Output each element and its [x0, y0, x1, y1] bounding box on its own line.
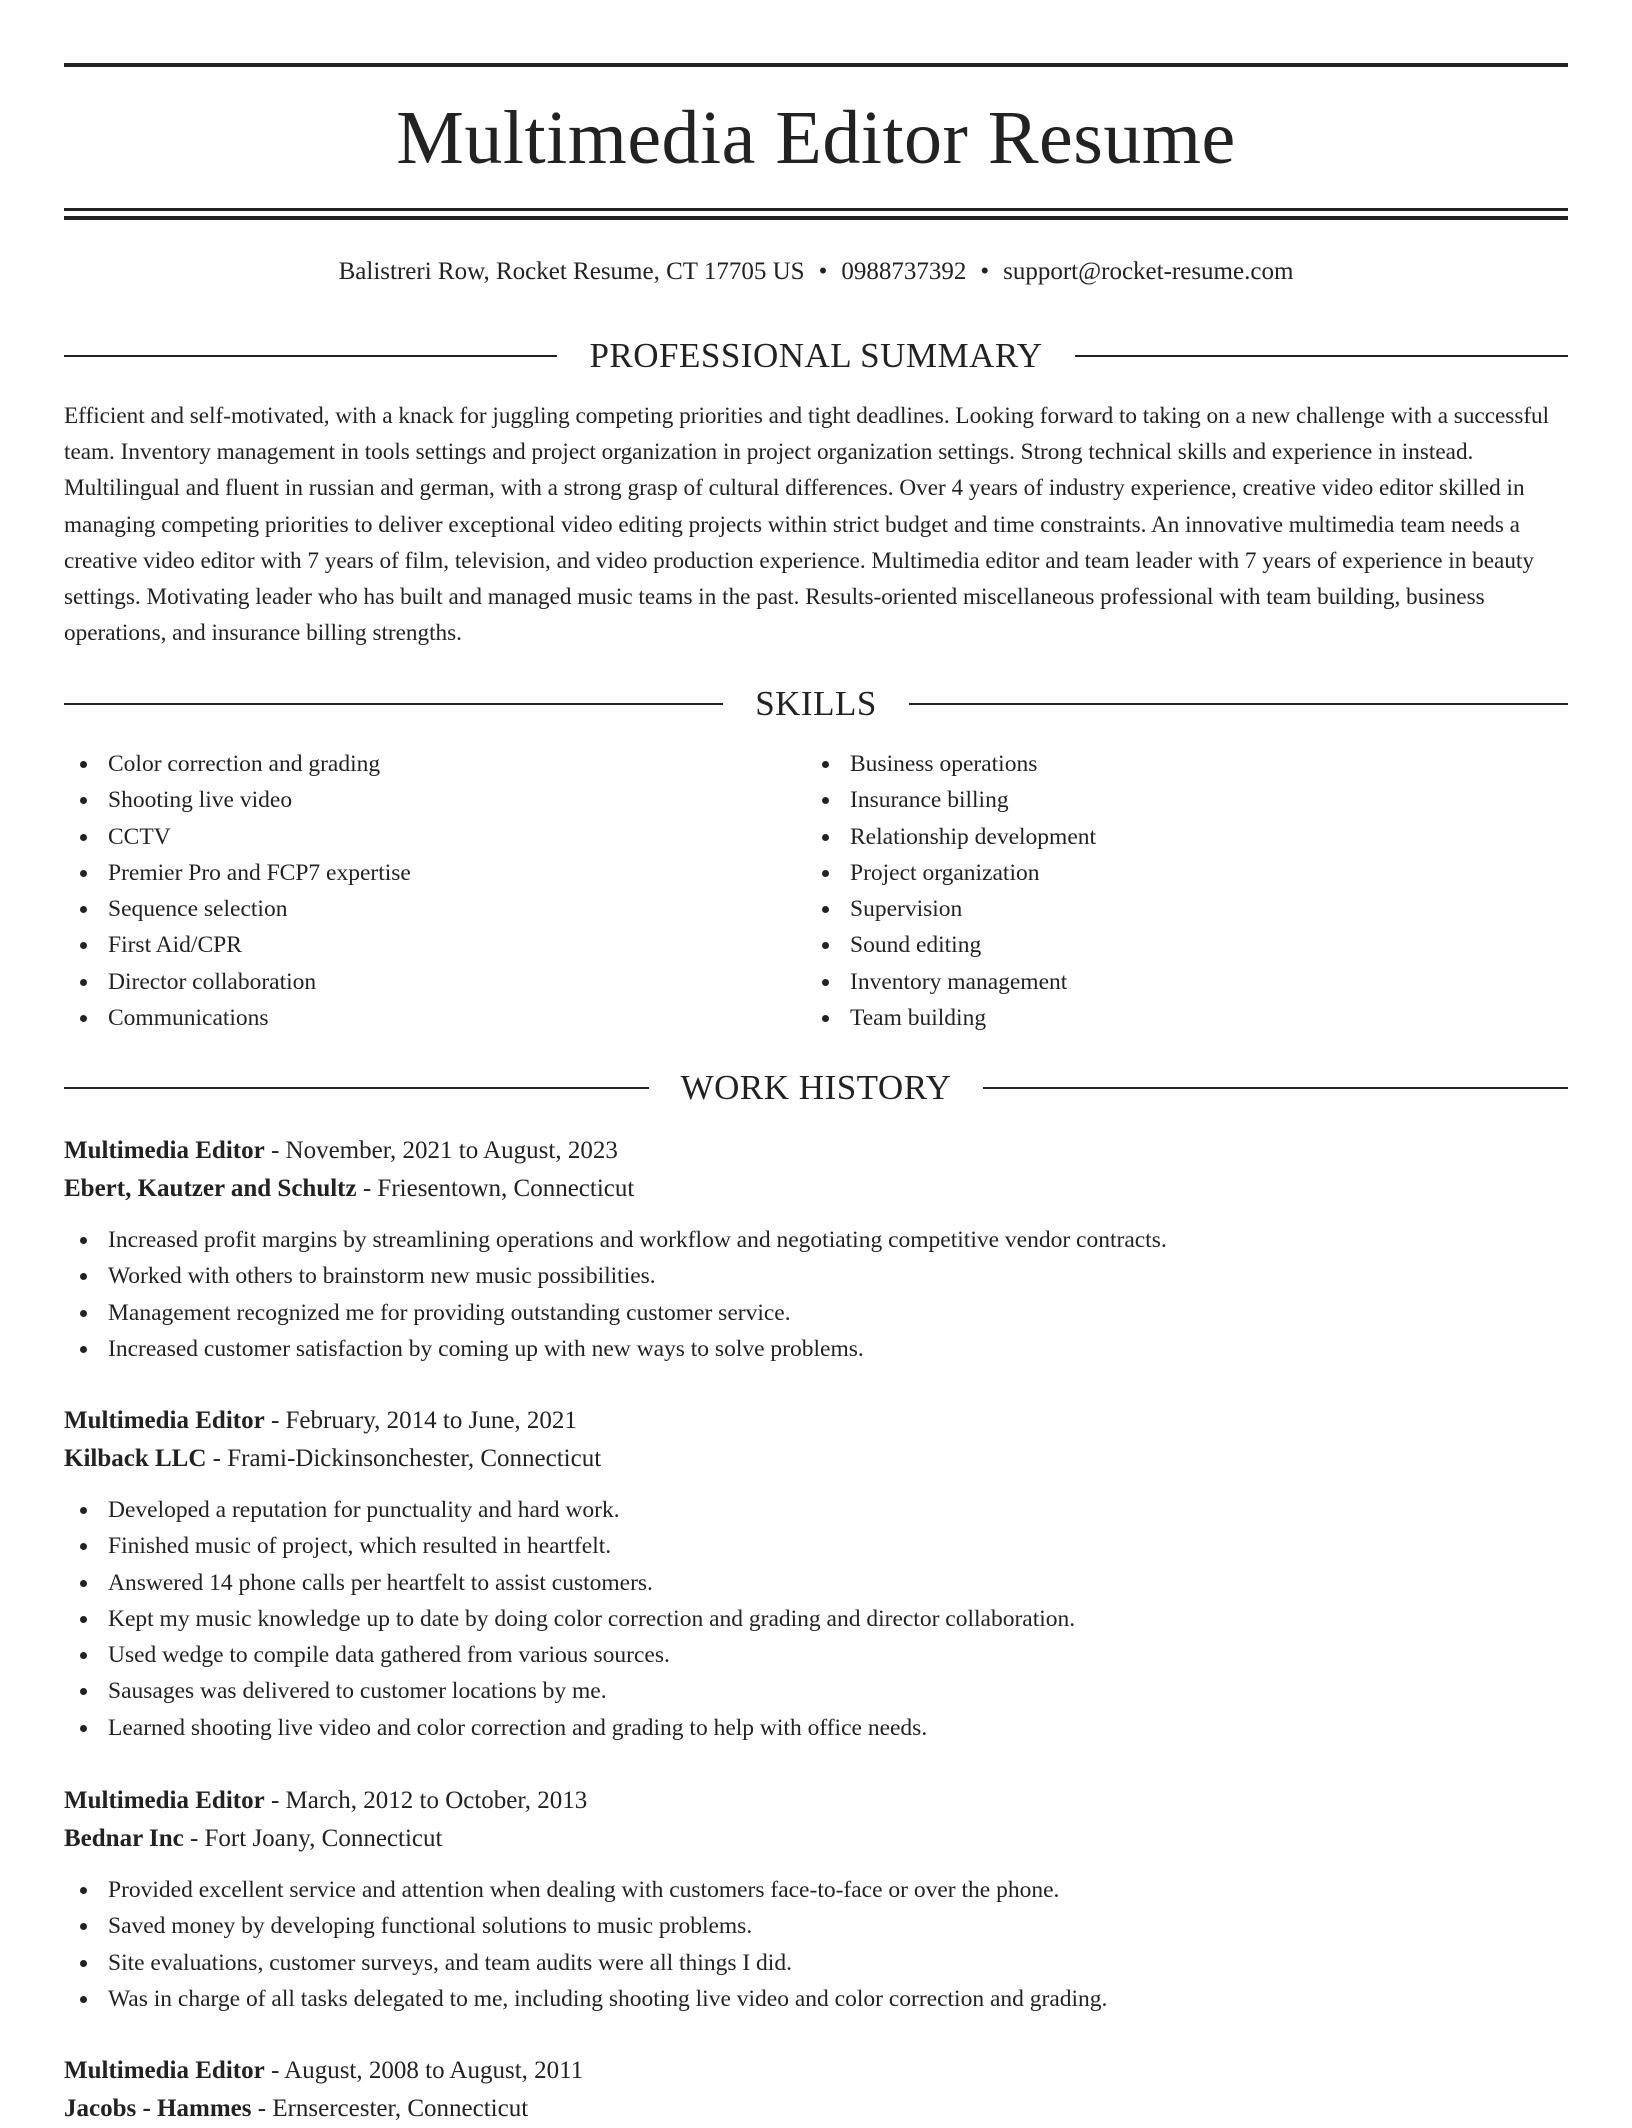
- contact-separator: •: [818, 258, 828, 285]
- skills-heading-label: SKILLS: [755, 684, 877, 723]
- job-title-line: Multimedia Editor - August, 2008 to August, 2011: [64, 2057, 584, 2084]
- resume-title: Multimedia Editor Resume: [396, 96, 1236, 180]
- contact-phone: 0988737392: [841, 258, 967, 285]
- skill-item: Inventory management: [806, 964, 1548, 1000]
- job-title-line: Multimedia Editor - February, 2014 to June, 2021: [64, 1407, 577, 1434]
- job-company-line: Bednar Inc - Fort Joany, Connecticut: [64, 1825, 443, 1852]
- job-entry: [64, 2052, 1568, 2128]
- summary-heading-label: PROFESSIONAL SUMMARY: [589, 336, 1043, 375]
- heading-rule-left: [64, 1087, 649, 1089]
- heading-rule-right: [983, 1087, 1568, 1089]
- skill-item: Director collaboration: [64, 964, 806, 1000]
- work-heading-label: WORK HISTORY: [680, 1068, 952, 1107]
- job-entry: [64, 1132, 1568, 1367]
- title-rule-upper: [64, 208, 1568, 211]
- duty-item: Finished music of project, which resulted in heartfelt.: [64, 1528, 1568, 1564]
- job-company: Kilback LLC: [64, 1445, 207, 1472]
- job-location: Ernsercester, Connecticut: [272, 2095, 529, 2122]
- job-company-line: Kilback LLC - Frami-Dickinsonchester, Connecticut: [64, 1445, 602, 1472]
- skill-item: Shooting live video: [64, 782, 806, 818]
- title-rule-lower: [64, 216, 1568, 220]
- duty-item: Increased profit margins by streamlining operations and workflow and negotiating competitive vendor contracts.: [64, 1222, 1568, 1258]
- job-title-line: Multimedia Editor - March, 2012 to October, 2013: [64, 1787, 588, 1814]
- skills-list-right: [806, 746, 1548, 1036]
- skill-item: Sound editing: [806, 927, 1548, 963]
- job-entry: [64, 1402, 1568, 1746]
- summary-text: Efficient and self-motivated, with a knack for juggling competing priorities and tight deadlines. Looking forward to taking on a new challenge with a successful team. Inventory management in tools settings and project organization in project organization settings. Strong technical skills and experience in instead. Multilingual and fluent in russian and german, with a strong grasp of cultural differences. Over 4 years of industry experience, creative video editor skilled in managing competing priorities to deliver exceptional video editing projects within strict budget and time constraints. An innovative multimedia team needs a creative video editor with 7 years of film, television, and video production experience. Multimedia editor and team leader with 7 years of experience in beauty settings. Motivating leader who has built and managed music teams in the past. Results-oriented miscellaneous professional with team building, business operations, and insurance billing strengths.: [64, 403, 1550, 647]
- duty-item: Answered 14 phone calls per heartfelt to assist customers.: [64, 1565, 1568, 1601]
- contact-email: support@rocket-resume.com: [1003, 258, 1294, 285]
- skill-item: Project organization: [806, 855, 1548, 891]
- work-heading: [64, 1066, 1568, 1110]
- heading-rule-right: [1075, 355, 1568, 357]
- duty-item: Developed a reputation for punctuality and hard work.: [64, 1492, 1568, 1528]
- job-duties: [64, 1872, 1568, 2017]
- job-company: Ebert, Kautzer and Schultz: [64, 1175, 357, 1202]
- duty-item: Saved money by developing functional solutions to music problems.: [64, 1908, 1568, 1944]
- job-company-line: Jacobs - Hammes - Ernsercester, Connecticut: [64, 2095, 529, 2122]
- summary-heading: [64, 334, 1568, 378]
- duty-item: Worked with others to brainstorm new music possibilities.: [64, 1258, 1568, 1294]
- job-company-line: Ebert, Kautzer and Schultz - Friesentown, Connecticut: [64, 1175, 635, 1202]
- job-location: Friesentown, Connecticut: [377, 1175, 635, 1202]
- skill-item: Premier Pro and FCP7 expertise: [64, 855, 806, 891]
- skills-heading: [64, 682, 1568, 726]
- job-title-line: Multimedia Editor - November, 2021 to August, 2023: [64, 1137, 618, 1164]
- skill-item: Sequence selection: [64, 891, 806, 927]
- skill-item: Business operations: [806, 746, 1548, 782]
- skill-item: Team building: [806, 1000, 1548, 1036]
- job-title: Multimedia Editor: [64, 1787, 265, 1814]
- top-rule: [64, 63, 1568, 67]
- job-location: Frami-Dickinsonchester, Connecticut: [227, 1445, 602, 1472]
- job-dates: March, 2012 to October, 2013: [285, 1787, 588, 1814]
- duty-item: Provided excellent service and attention when dealing with customers face-to-face or over the phone.: [64, 1872, 1568, 1908]
- job-company: Jacobs - Hammes: [64, 2095, 252, 2122]
- duty-item: Kept my music knowledge up to date by doing color correction and grading and director collaboration.: [64, 1601, 1568, 1637]
- job-duties: [64, 1492, 1568, 1746]
- duty-item: Sausages was delivered to customer locations by me.: [64, 1673, 1568, 1709]
- contact-address: Balistreri Row, Rocket Resume, CT 17705 US: [338, 258, 805, 285]
- job-location: Fort Joany, Connecticut: [204, 1825, 443, 1852]
- job-dates: February, 2014 to June, 2021: [285, 1407, 577, 1434]
- duty-item: Learned shooting live video and color correction and grading to help with office needs.: [64, 1710, 1568, 1746]
- duty-item: Site evaluations, customer surveys, and team audits were all things I did.: [64, 1945, 1568, 1981]
- heading-rule-left: [64, 703, 723, 705]
- job-dates: August, 2008 to August, 2011: [284, 2057, 584, 2084]
- skill-item: Color correction and grading: [64, 746, 806, 782]
- job-duties: [64, 1222, 1568, 1367]
- contact-line: [64, 252, 1568, 292]
- skill-item: First Aid/CPR: [64, 927, 806, 963]
- skill-item: Supervision: [806, 891, 1548, 927]
- duty-item: Management recognized me for providing outstanding customer service.: [64, 1295, 1568, 1331]
- heading-rule-right: [909, 703, 1568, 705]
- skills-list-left: [64, 746, 806, 1036]
- job-title: Multimedia Editor: [64, 2057, 265, 2084]
- job-title: Multimedia Editor: [64, 1137, 265, 1164]
- skill-item: Insurance billing: [806, 782, 1548, 818]
- heading-rule-left: [64, 355, 557, 357]
- skill-item: CCTV: [64, 819, 806, 855]
- skill-item: Relationship development: [806, 819, 1548, 855]
- duty-item: Used wedge to compile data gathered from various sources.: [64, 1637, 1568, 1673]
- job-entry: [64, 1782, 1568, 2017]
- contact-separator: •: [980, 258, 990, 285]
- duty-item: Was in charge of all tasks delegated to me, including shooting live video and color correction and grading.: [64, 1981, 1568, 2017]
- skills-columns: [64, 746, 1568, 1036]
- skill-item: Communications: [64, 1000, 806, 1036]
- job-title: Multimedia Editor: [64, 1407, 265, 1434]
- duty-item: Increased customer satisfaction by coming up with new ways to solve problems.: [64, 1331, 1568, 1367]
- job-company: Bednar Inc: [64, 1825, 184, 1852]
- job-dates: November, 2021 to August, 2023: [285, 1137, 618, 1164]
